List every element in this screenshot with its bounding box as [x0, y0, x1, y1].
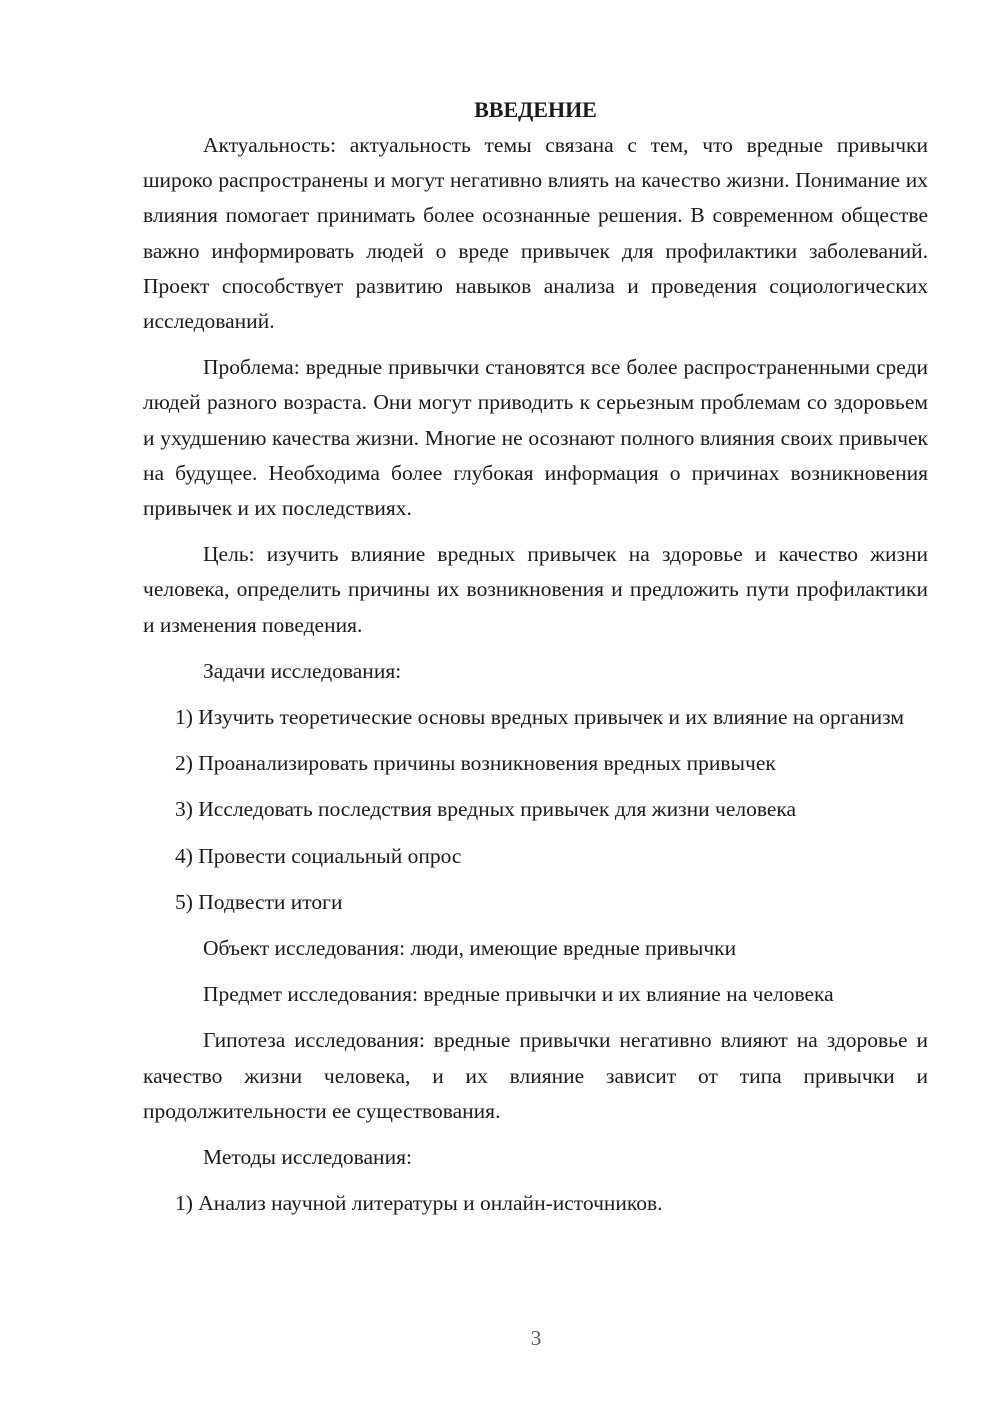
- spacer: [143, 643, 928, 654]
- spacer: [143, 966, 928, 977]
- spacer: [143, 735, 928, 746]
- task-item: 5) Подвести итоги: [175, 889, 343, 914]
- paragraph-hypothesis: Гипотеза исследования: вредные привычки негативно влияют на здоровье и качество жизни человека, и их влияние зависит от типа привычки и продолжительности ее существования.: [143, 1028, 928, 1123]
- spacer: [143, 1012, 928, 1023]
- methods-heading: Методы исследования:: [203, 1145, 412, 1170]
- tasks-heading: Задачи исследования:: [203, 658, 402, 683]
- method-item: 1) Анализ научной литературы и онлайн-источников.: [175, 1191, 663, 1216]
- spacer: [143, 689, 928, 700]
- document-page: [143, 92, 928, 1221]
- paragraph-relevance: Актуальность: актуальность темы связана с тем, что вредные привычки широко распространены и могут негативно влиять на качество жизни. Понимание их влияния помогает принимать более осознанные решения. В современном обществе важно информировать людей о вреде привычек для профилактики заболеваний. Проект способствует развитию навыков анализа и проведения социологических исследований.: [143, 133, 928, 334]
- task-item: 1) Изучить теоретические основы вредных привычек и их влияние на организм: [175, 705, 904, 730]
- page-number: 3: [530, 1326, 542, 1350]
- research-subject: Предмет исследования: вредные привычки и их влияние на человека: [203, 982, 834, 1007]
- spacer: [143, 781, 928, 792]
- spacer: [143, 526, 928, 537]
- spacer: [143, 1175, 928, 1186]
- task-item: 4) Провести социальный опрос: [175, 843, 462, 868]
- spacer: [143, 828, 928, 839]
- task-item: 2) Проанализировать причины возникновения вредных привычек: [175, 751, 776, 776]
- paragraph-problem: Проблема: вредные привычки становятся все более распространенными среди людей разного возраста. Они могут приводить к серьезным проблемам со здоровьем и ухудшению качества жизни. Многие не осознают полного влияния своих привычек на будущее. Необходима более глубокая информация о причинах возникновения привычек и их последствиях.: [143, 355, 928, 521]
- spacer: [143, 1129, 928, 1140]
- section-title: ВВЕДЕНИЕ: [474, 97, 597, 122]
- spacer: [143, 874, 928, 885]
- spacer: [143, 920, 928, 931]
- paragraph-goal: Цель: изучить влияние вредных привычек на здоровье и качество жизни человека, определить причины их возникновения и предложить пути профилактики и изменения поведения.: [143, 542, 928, 637]
- task-item: 3) Исследовать последствия вредных привычек для жизни человека: [175, 797, 797, 822]
- research-object: Объект исследования: люди, имеющие вредные привычки: [203, 936, 737, 961]
- spacer: [143, 339, 928, 350]
